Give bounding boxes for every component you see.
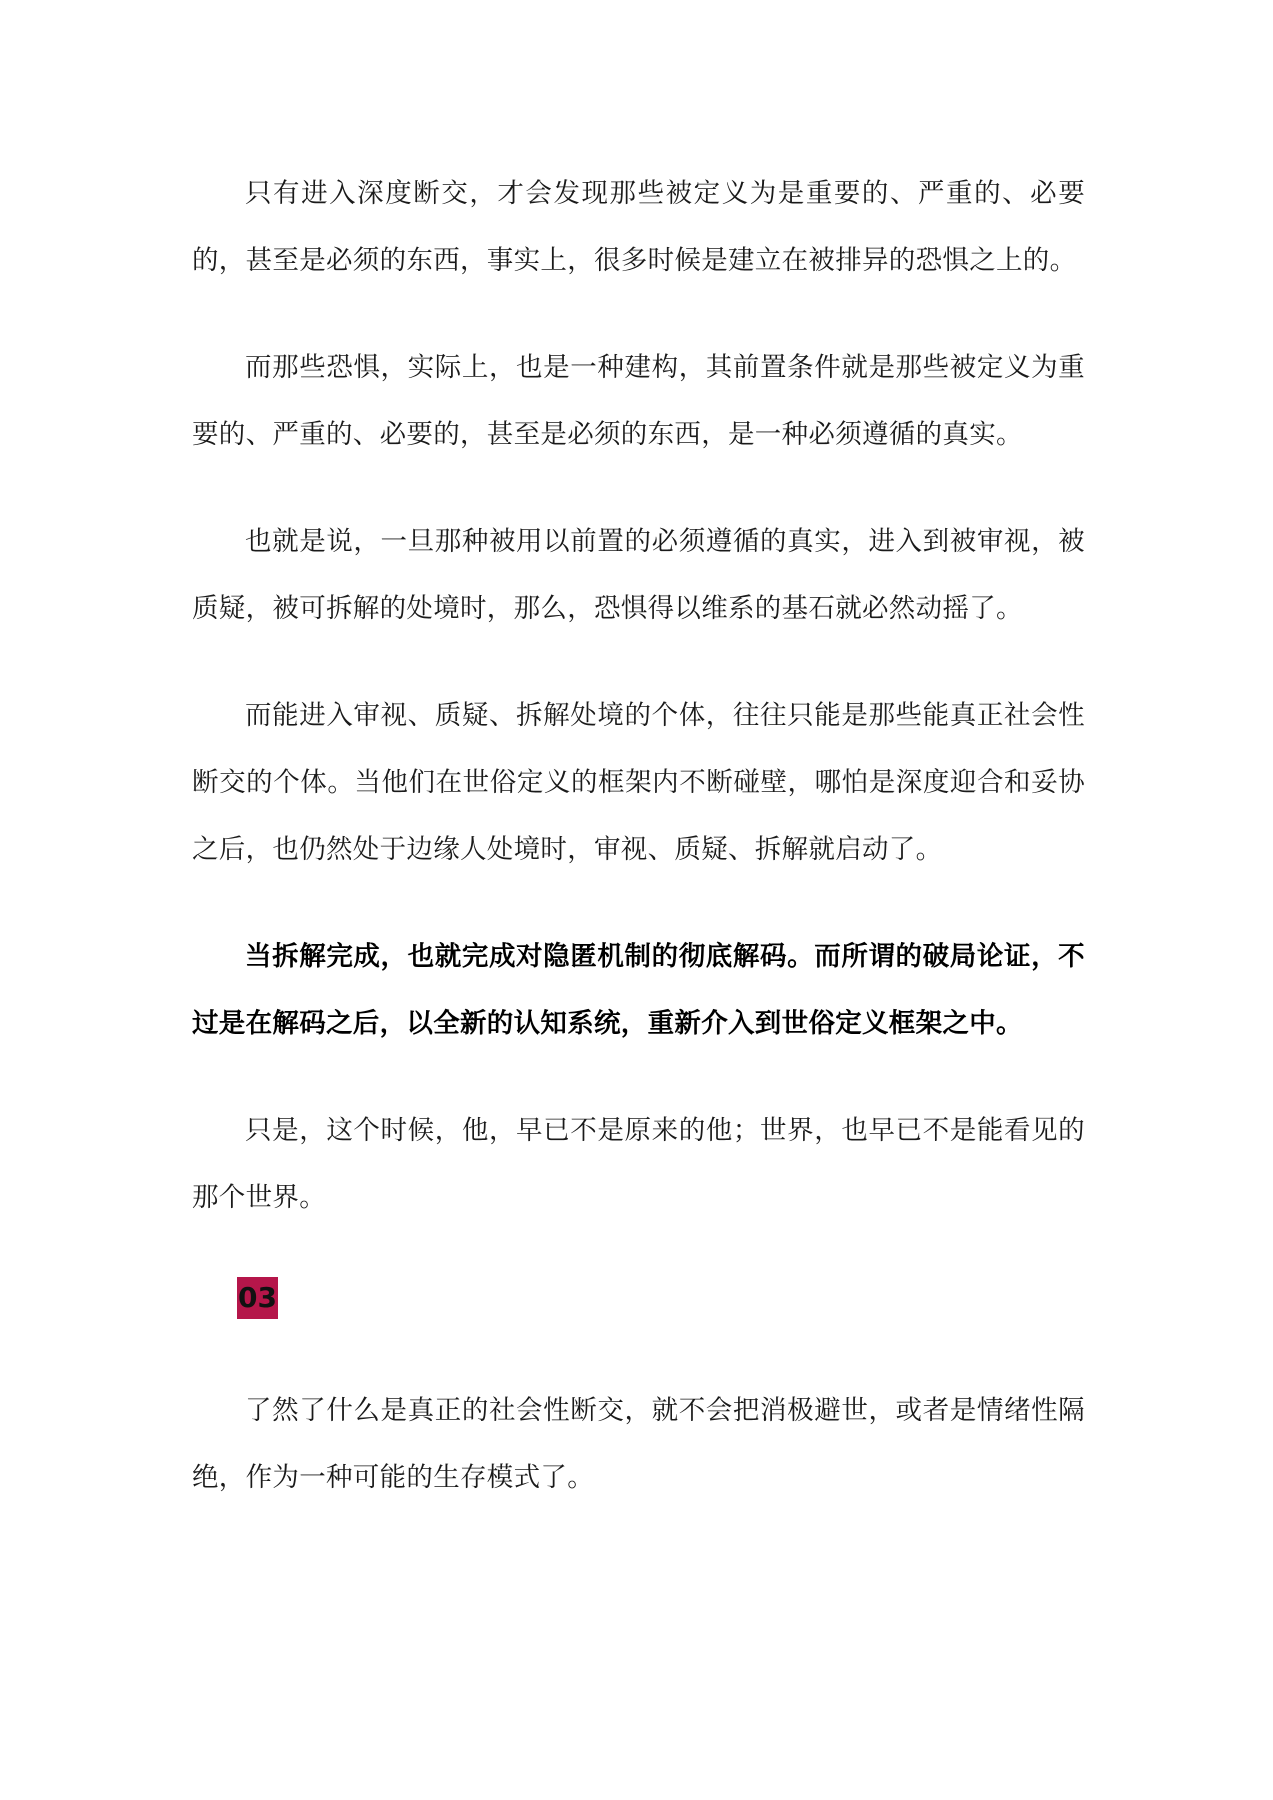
paragraph-decoding-bold: 当拆解完成，也就完成对隐匿机制的彻底解码。而所谓的破局论证，不过是在解码之后，以全新的认知系统，重新介入到世俗定义框架之中。 bbox=[192, 941, 1085, 1039]
paragraph-individual-scrutiny: 而能进入审视、质疑、拆解处境的个体，往往只能是那些能真正社会性断交的个体。当他们在世俗定义的框架内不断碰壁，哪怕是深度迎合和妥协之后，也仍然处于边缘人处境时，审视、质疑、拆解就启动了。 bbox=[192, 700, 1085, 865]
paragraph-social-break: 了然了什么是真正的社会性断交，就不会把消极避世，或者是情绪性隔绝，作为一种可能的生存模式了。 bbox=[192, 1395, 1085, 1493]
paragraph-foundation-shaken: 也就是说，一旦那种被用以前置的必须遵循的真实，进入到被审视，被质疑，被可拆解的处境时，那么，恐惧得以维系的基石就必然动摇了。 bbox=[192, 526, 1085, 624]
paragraph-deep-break: 只有进入深度断交，才会发现那些被定义为是重要的、严重的、必要的，甚至是必须的东西，事实上，很多时候是建立在被排异的恐惧之上的。 bbox=[192, 178, 1085, 276]
document-body bbox=[192, 160, 1085, 1511]
section-header bbox=[192, 1277, 1085, 1319]
paragraph-fear-construct: 而那些恐惧，实际上，也是一种建构，其前置条件就是那些被定义为重要的、严重的、必要的，甚至是必须的东西，是一种必须遵循的真实。 bbox=[192, 352, 1085, 450]
paragraph-world-changed: 只是，这个时候，他，早已不是原来的他；世界，也早已不是能看见的那个世界。 bbox=[192, 1115, 1085, 1213]
section-number-badge: 03 bbox=[237, 1277, 278, 1319]
